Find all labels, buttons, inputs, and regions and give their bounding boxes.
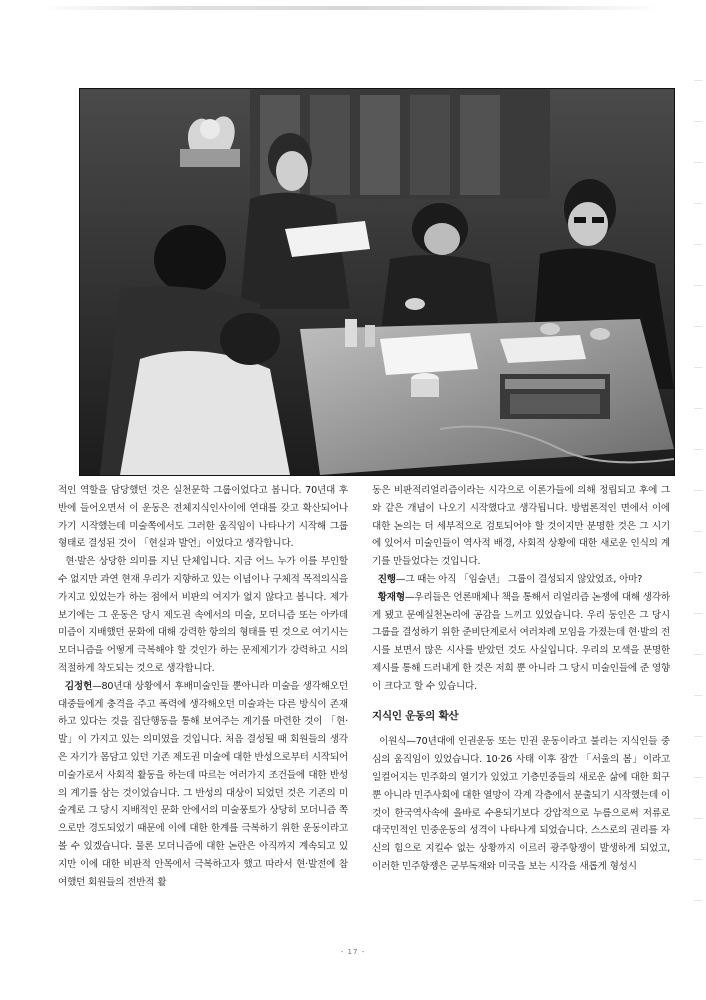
left-paragraph-3 (58, 678, 348, 892)
speaker-name: 황재형 (377, 591, 405, 603)
scan-smudge (40, 6, 660, 10)
scan-edge-mark (694, 40, 702, 940)
right-paragraph-4 (372, 733, 670, 875)
paragraph-text: 이원식—70년대에 인권운동 또는 민권 운동이라고 불리는 지식인들 중심의 움직임이 있었습니다. 10·26 사태 이후 잠깐 「서울의 봄」이라고 일컬어지는 민주화의 열기가 있었고 기층민중들의 새로운 삶에 대한 희구 뿐 아니라 민주사회에 대한 열망이 각계 각층에서 분출되기 시작했는데 이것이 한국역사속에 올바로 수용되기보다 강압적으로 누름으로써 저류로 대국민적인 민중운동의 성격이 나타나게 되었습니다. 스스로의 권리를 자신의 힘으로 지킬수 없는 상황까지 이르러 광주항쟁이 발생하게 되었고, 이러한 민주항쟁은 군부독재와 미국을 보는 시각을 새롭게 형성시 (372, 736, 670, 872)
paragraph-text: —80년대 상황에서 후배미술인들 뿐아니라 미술을 생각해오던 대중들에게 충격을 주고 폭력에 생각해오던 미술과는 다른 방식이 존재하고 있다는 것을 집단행동을 통해 보여주는 계기를 마련한 것이 「현·발」이 가지고 있는 의미였을 것입니다. 처음 결성될 때 회원들의 생각은 자기가 몸담고 있던 기존 제도권 미술에 대한 반성으로부터 시작되어 미술가로서 사회적 활동을 하는데 따르는 여러가지 조건들에 대한 반성의 계기를 삼는 것이었습니다. 그 반성의 대상이 되었던 것은 기존의 미술계로 그 당시 지배적인 문화 안에서의 미술풍토가 상당히 모더니즘 쪽으로만 경도되었기 때문에 이에 대한 한계를 극복하기 위한 운동이라고 볼 수 있겠습니다. 물론 모더니즘에 대한 논란은 아직까지 계속되고 있지만 이에 대한 비판적 안목에서 극복하고자 했고 따라서 현·발전에 참여했던 회원들의 전반적 활 (58, 680, 349, 888)
right-paragraph-3 (372, 589, 670, 696)
left-column (58, 482, 348, 891)
paragraph-text: 적인 역할을 담당했던 것은 실천문학 그룹이었다고 봅니다. 70년대 후반에 들어오면서 이 운동은 전체지식인사이에 연대를 갖고 확산되어나가기 시작했는데 미술쪽에서도 그러한 움직임이 나타나기 시작해 그룹형태로 결성된 것이 「현실과 발언」이었다고 생각합니다. (58, 485, 348, 550)
left-paragraph-1 (58, 482, 348, 553)
page-footer: - 17 - (340, 948, 366, 956)
discussion-photo-graphic (80, 89, 674, 475)
section-heading: 지식인 운동의 확산 (372, 709, 459, 722)
right-paragraph-1 (372, 482, 670, 571)
paragraph-text: 현·발은 상당한 의미를 지닌 단체입니다. 지금 어느 누가 이를 부인할 수 없지만 과연 현재 우리가 지향하고 있는 이념이나 구체적 목적의식을 가지고 있었는가 하는 점에서 비판의 여지가 없지 않다고 봅니다. 제가 보기에는 그 운동은 당시 제도권 속에서의 미술, 모더니즘 또는 아카데미즘이 지배했던 문화에 대해 강력한 항의의 형태를 띤 것으로 여기시는 모더니즘을 어떻게 극복해야 할 것인가 하는 문제제기가 강력하고 시의적절하게 착도되는 것으로 생각합니다. (58, 556, 349, 674)
left-paragraph-2 (58, 553, 348, 678)
right-paragraph-2 (372, 571, 670, 589)
paragraph-text: —우리들은 언론매체나 책을 통해서 리얼리즘 논쟁에 대해 생각하게 됐고 문예실천논리에 공감을 느끼고 있었습니다. 우리 동인은 그 당시 그룹을 결성하기 위한 준비단계로서 여러차례 모임을 가졌는데 현·발의 전시를 보면서 많은 시사를 받았던 것도 사실입니다. 우리의 모색을 분명한 제시를 통해 드러내게 한 것은 저희 뿐 아니라 그 당시 미술인들에 준 영향이 크다고 할 수 있습니다. (372, 591, 671, 692)
speaker-name: 김정헌 (64, 680, 93, 692)
speaker-name: 진행 (377, 573, 396, 585)
paragraph-text: —그 때는 아직 「임술년」 그룹이 결성되지 않았었죠, 아마? (395, 573, 643, 585)
right-column (372, 482, 670, 876)
paragraph-text: 동은 비판적리얼리즘이라는 시각으로 이론가들에 의해 정립되고 후에 그와 같은 개념이 나오기 시작했다고 생각됩니다. 방법론적인 면에서 이에 대한 논의는 더 세부적으로 검토되어야 할 것이지만 분명한 것은 그 시기에 있어서 미술인들이 역사적 배경, 사회적 상황에 대한 새로운 인식의 계기를 만들었다는 것입니다. (372, 485, 670, 568)
discussion-photo (79, 88, 675, 476)
